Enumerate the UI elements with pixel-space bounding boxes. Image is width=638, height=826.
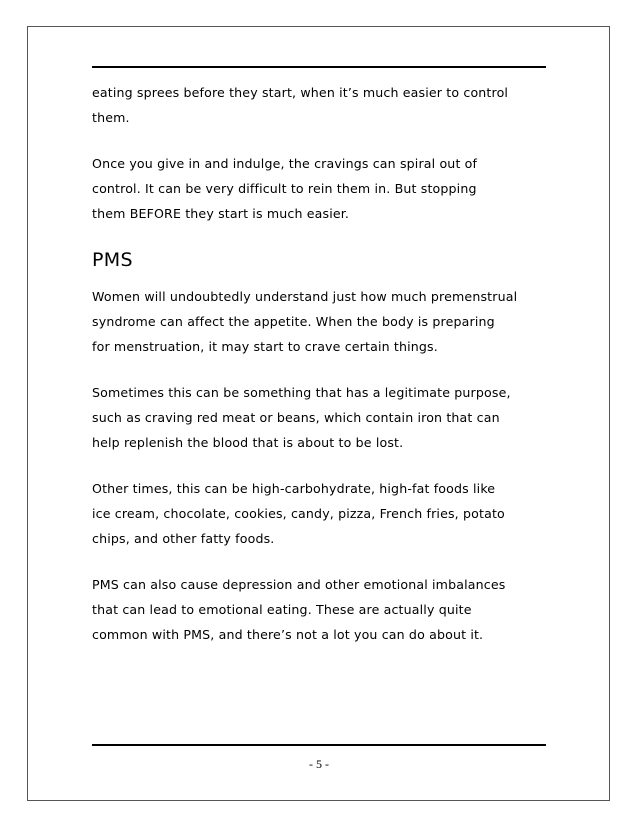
paragraph-5 [92,476,562,551]
text-line: such as craving red meat or beans, which contain iron that can [92,410,500,425]
text-line: chips, and other fatty foods. [92,531,275,546]
paragraph-3 [92,284,562,359]
text-line: Sometimes this can be something that has a legitimate purpose, [92,385,511,400]
text-line: them. [92,110,130,125]
page-number: - 5 - [309,757,329,771]
paragraph-4 [92,380,562,455]
footer-rule [92,744,546,746]
text-line: common with PMS, and there’s not a lot you can do about it. [92,627,484,642]
text-line: Other times, this can be high-carbohydrate, high-fat foods like [92,481,496,496]
text-line: control. It can be very difficult to rein them in. But stopping [92,181,477,196]
text-line: help replenish the blood that is about to be lost. [92,435,404,450]
header-rule [92,66,546,68]
paragraph-6 [92,572,562,647]
page-body [92,80,562,668]
text-line: PMS can also cause depression and other emotional imbalances [92,577,506,592]
text-line: for menstruation, it may start to crave certain things. [92,339,438,354]
text-line: ice cream, chocolate, cookies, candy, pizza, French fries, potato [92,506,505,521]
paragraph-2 [92,151,562,226]
text-line: Women will undoubtedly understand just how much premenstrual [92,289,518,304]
text-line: Once you give in and indulge, the cravings can spiral out of [92,156,478,171]
text-line: syndrome can affect the appetite. When the body is preparing [92,314,495,329]
text-line: eating sprees before they start, when it’s much easier to control [92,85,509,100]
paragraph-1 [92,80,562,130]
text-line: them BEFORE they start is much easier. [92,206,350,221]
text-line: that can lead to emotional eating. These are actually quite [92,602,472,617]
section-heading-pms: PMS [92,249,133,271]
